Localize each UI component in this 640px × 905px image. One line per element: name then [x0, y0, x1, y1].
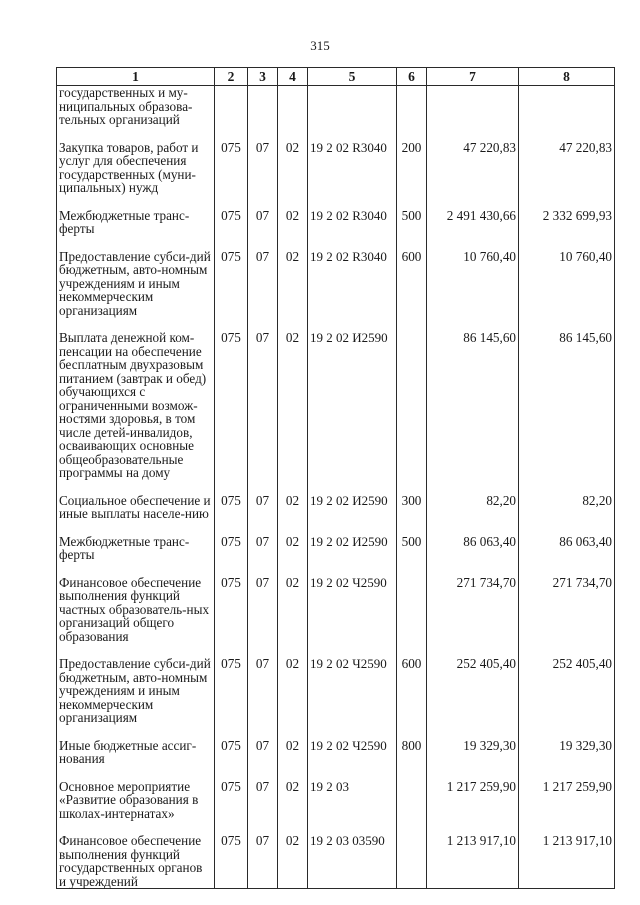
spacer-cell — [248, 127, 278, 141]
subsection-code-cell: 02 — [278, 331, 308, 480]
column-header-2: 2 — [215, 68, 248, 86]
row-name-cell: Основное мероприятие «Развитие образования в школах-интернатах» — [57, 780, 215, 821]
spacer-cell — [397, 562, 427, 576]
spacer-cell — [427, 643, 519, 657]
amount-year2-cell: 1 213 917,10 — [519, 834, 615, 889]
spacer-cell — [308, 317, 397, 331]
admin-code-cell: 075 — [215, 209, 248, 236]
row-name-cell: Предоставление субси-дий бюджетным, авто-номным учреждениям и иным некоммерческим организациям — [57, 657, 215, 725]
spacer-cell — [278, 766, 308, 780]
spacer-cell — [248, 521, 278, 535]
spacer-cell — [397, 521, 427, 535]
spacer-cell — [308, 643, 397, 657]
target-article-cell: 19 2 02 И2590 — [308, 494, 397, 521]
spacer-cell — [397, 725, 427, 739]
spacer-cell — [427, 127, 519, 141]
subsection-code-cell — [278, 86, 308, 127]
subsection-code-cell: 02 — [278, 535, 308, 562]
expense-type-cell — [397, 86, 427, 127]
column-header-1: 1 — [57, 68, 215, 86]
section-code-cell: 07 — [248, 739, 278, 766]
expense-type-cell: 600 — [397, 657, 427, 725]
row-spacer — [57, 562, 615, 576]
target-article-cell: 19 2 02 R3040 — [308, 141, 397, 195]
section-code-cell: 07 — [248, 331, 278, 480]
row-name-cell: Финансовое обеспечение выполнения функций государственных органов и учреждений — [57, 834, 215, 889]
table-row — [57, 331, 615, 480]
column-number-header-row — [57, 68, 615, 86]
spacer-cell — [57, 820, 215, 834]
subsection-code-cell: 02 — [278, 739, 308, 766]
subsection-code-cell: 02 — [278, 576, 308, 644]
amount-year2-cell: 252 405,40 — [519, 657, 615, 725]
spacer-cell — [57, 480, 215, 494]
amount-year2-cell: 47 220,83 — [519, 141, 615, 195]
spacer-cell — [215, 820, 248, 834]
row-name-cell: Предоставление субси-дий бюджетным, авто-номным учреждениям и иным некоммерческим организациям — [57, 250, 215, 318]
row-spacer — [57, 643, 615, 657]
section-code-cell: 07 — [248, 141, 278, 195]
spacer-cell — [397, 317, 427, 331]
spacer-cell — [519, 317, 615, 331]
spacer-cell — [519, 521, 615, 535]
spacer-cell — [308, 480, 397, 494]
spacer-cell — [57, 317, 215, 331]
target-article-cell: 19 2 02 R3040 — [308, 250, 397, 318]
spacer-cell — [57, 562, 215, 576]
expense-type-cell — [397, 834, 427, 889]
row-name-cell: государственных и му-ниципальных образова-тельных организаций — [57, 86, 215, 127]
table-row — [57, 494, 615, 521]
spacer-cell — [248, 480, 278, 494]
amount-year2-cell — [519, 86, 615, 127]
column-header-5: 5 — [308, 68, 397, 86]
table-row — [57, 576, 615, 644]
page-number: 315 — [310, 38, 330, 53]
spacer-cell — [397, 195, 427, 209]
amount-year2-cell: 2 332 699,93 — [519, 209, 615, 236]
table-row — [57, 535, 615, 562]
spacer-cell — [308, 195, 397, 209]
budget-table — [56, 67, 615, 889]
spacer-cell — [248, 725, 278, 739]
spacer-cell — [427, 562, 519, 576]
spacer-cell — [308, 766, 397, 780]
admin-code-cell: 075 — [215, 780, 248, 821]
section-code-cell: 07 — [248, 780, 278, 821]
amount-year1-cell: 86 063,40 — [427, 535, 519, 562]
spacer-cell — [57, 725, 215, 739]
spacer-cell — [397, 480, 427, 494]
admin-code-cell: 075 — [215, 576, 248, 644]
spacer-cell — [248, 317, 278, 331]
amount-year1-cell: 1 217 259,90 — [427, 780, 519, 821]
expense-type-cell: 600 — [397, 250, 427, 318]
amount-year2-cell: 86 063,40 — [519, 535, 615, 562]
amount-year2-cell: 86 145,60 — [519, 331, 615, 480]
amount-year2-cell: 271 734,70 — [519, 576, 615, 644]
spacer-cell — [215, 480, 248, 494]
spacer-cell — [308, 562, 397, 576]
amount-year1-cell: 47 220,83 — [427, 141, 519, 195]
spacer-cell — [519, 236, 615, 250]
section-code-cell: 07 — [248, 209, 278, 236]
spacer-cell — [248, 766, 278, 780]
target-article-cell: 19 2 02 Ч2590 — [308, 657, 397, 725]
amount-year1-cell: 82,20 — [427, 494, 519, 521]
spacer-cell — [278, 195, 308, 209]
expense-type-cell: 800 — [397, 739, 427, 766]
table-row — [57, 209, 615, 236]
admin-code-cell: 075 — [215, 739, 248, 766]
table-row — [57, 834, 615, 889]
amount-year2-cell: 82,20 — [519, 494, 615, 521]
spacer-cell — [397, 766, 427, 780]
amount-year1-cell: 86 145,60 — [427, 331, 519, 480]
target-article-cell: 19 2 02 И2590 — [308, 535, 397, 562]
subsection-code-cell: 02 — [278, 780, 308, 821]
spacer-cell — [308, 236, 397, 250]
column-header-6: 6 — [397, 68, 427, 86]
subsection-code-cell: 02 — [278, 250, 308, 318]
column-header-3: 3 — [248, 68, 278, 86]
spacer-cell — [57, 127, 215, 141]
target-article-cell: 19 2 02 R3040 — [308, 209, 397, 236]
spacer-cell — [427, 521, 519, 535]
target-article-cell: 19 2 02 И2590 — [308, 331, 397, 480]
spacer-cell — [57, 195, 215, 209]
section-code-cell: 07 — [248, 657, 278, 725]
spacer-cell — [397, 236, 427, 250]
spacer-cell — [519, 820, 615, 834]
expense-type-cell — [397, 576, 427, 644]
spacer-cell — [215, 236, 248, 250]
admin-code-cell: 075 — [215, 141, 248, 195]
target-article-cell — [308, 86, 397, 127]
row-spacer — [57, 127, 615, 141]
spacer-cell — [427, 236, 519, 250]
row-spacer — [57, 236, 615, 250]
expense-type-cell: 300 — [397, 494, 427, 521]
row-name-cell: Иные бюджетные ассиг-нования — [57, 739, 215, 766]
spacer-cell — [308, 521, 397, 535]
spacer-cell — [427, 766, 519, 780]
amount-year2-cell: 1 217 259,90 — [519, 780, 615, 821]
subsection-code-cell: 02 — [278, 657, 308, 725]
spacer-cell — [215, 562, 248, 576]
spacer-cell — [308, 820, 397, 834]
row-name-cell: Выплата денежной ком-пенсации на обеспечение бесплатным двухразовым питанием (завтрак и обед) обучающихся с ограниченными возмож-ностями здоровья, в том числе детей-инвалидов, осваивающих основные общеобразовательные программы на дому — [57, 331, 215, 480]
admin-code-cell: 075 — [215, 834, 248, 889]
row-spacer — [57, 195, 615, 209]
spacer-cell — [57, 766, 215, 780]
row-spacer — [57, 725, 615, 739]
spacer-cell — [427, 725, 519, 739]
section-code-cell: 07 — [248, 250, 278, 318]
target-article-cell: 19 2 02 Ч2590 — [308, 576, 397, 644]
spacer-cell — [215, 127, 248, 141]
target-article-cell: 19 2 03 03590 — [308, 834, 397, 889]
amount-year2-cell: 19 329,30 — [519, 739, 615, 766]
subsection-code-cell: 02 — [278, 834, 308, 889]
amount-year1-cell: 19 329,30 — [427, 739, 519, 766]
table-row — [57, 141, 615, 195]
spacer-cell — [519, 643, 615, 657]
spacer-cell — [248, 562, 278, 576]
amount-year1-cell: 2 491 430,66 — [427, 209, 519, 236]
spacer-cell — [278, 643, 308, 657]
subsection-code-cell: 02 — [278, 209, 308, 236]
row-spacer — [57, 480, 615, 494]
section-code-cell: 07 — [248, 834, 278, 889]
target-article-cell: 19 2 03 — [308, 780, 397, 821]
expense-type-cell — [397, 780, 427, 821]
section-code-cell — [248, 86, 278, 127]
spacer-cell — [427, 820, 519, 834]
spacer-cell — [427, 480, 519, 494]
spacer-cell — [215, 766, 248, 780]
admin-code-cell: 075 — [215, 657, 248, 725]
spacer-cell — [248, 643, 278, 657]
expense-type-cell — [397, 331, 427, 480]
spacer-cell — [215, 521, 248, 535]
column-header-8: 8 — [519, 68, 615, 86]
row-spacer — [57, 766, 615, 780]
table-row — [57, 250, 615, 318]
row-name-cell: Финансовое обеспечение выполнения функций частных образователь-ных организаций общего образования — [57, 576, 215, 644]
spacer-cell — [278, 127, 308, 141]
spacer-cell — [248, 820, 278, 834]
column-header-4: 4 — [278, 68, 308, 86]
spacer-cell — [215, 725, 248, 739]
spacer-cell — [215, 317, 248, 331]
table-row — [57, 739, 615, 766]
target-article-cell: 19 2 02 Ч2590 — [308, 739, 397, 766]
row-name-cell: Межбюджетные транс-ферты — [57, 535, 215, 562]
spacer-cell — [278, 562, 308, 576]
spacer-cell — [519, 562, 615, 576]
amount-year1-cell: 271 734,70 — [427, 576, 519, 644]
section-code-cell: 07 — [248, 535, 278, 562]
section-code-cell: 07 — [248, 576, 278, 644]
spacer-cell — [278, 820, 308, 834]
spacer-cell — [427, 195, 519, 209]
amount-year1-cell: 252 405,40 — [427, 657, 519, 725]
row-spacer — [57, 317, 615, 331]
spacer-cell — [278, 480, 308, 494]
spacer-cell — [308, 127, 397, 141]
admin-code-cell: 075 — [215, 250, 248, 318]
spacer-cell — [278, 236, 308, 250]
spacer-cell — [308, 725, 397, 739]
admin-code-cell: 075 — [215, 331, 248, 480]
spacer-cell — [427, 317, 519, 331]
subsection-code-cell: 02 — [278, 494, 308, 521]
amount-year1-cell: 1 213 917,10 — [427, 834, 519, 889]
spacer-cell — [397, 643, 427, 657]
spacer-cell — [519, 195, 615, 209]
spacer-cell — [397, 820, 427, 834]
spacer-cell — [215, 195, 248, 209]
spacer-cell — [248, 195, 278, 209]
amount-year2-cell: 10 760,40 — [519, 250, 615, 318]
row-name-cell: Межбюджетные транс-ферты — [57, 209, 215, 236]
spacer-cell — [278, 317, 308, 331]
table-row — [57, 780, 615, 821]
spacer-cell — [519, 127, 615, 141]
admin-code-cell — [215, 86, 248, 127]
row-name-cell: Закупка товаров, работ и услуг для обеспечения государственных (муни-ципальных) нужд — [57, 141, 215, 195]
row-spacer — [57, 820, 615, 834]
row-spacer — [57, 521, 615, 535]
spacer-cell — [57, 643, 215, 657]
row-name-cell: Социальное обеспечение и иные выплаты населе-нию — [57, 494, 215, 521]
subsection-code-cell: 02 — [278, 141, 308, 195]
table-row — [57, 86, 615, 127]
admin-code-cell: 075 — [215, 535, 248, 562]
table-row — [57, 657, 615, 725]
spacer-cell — [248, 236, 278, 250]
spacer-cell — [57, 521, 215, 535]
expense-type-cell: 500 — [397, 535, 427, 562]
spacer-cell — [215, 643, 248, 657]
spacer-cell — [278, 725, 308, 739]
expense-type-cell: 200 — [397, 141, 427, 195]
spacer-cell — [519, 766, 615, 780]
expense-type-cell: 500 — [397, 209, 427, 236]
spacer-cell — [397, 127, 427, 141]
spacer-cell — [57, 236, 215, 250]
spacer-cell — [519, 480, 615, 494]
spacer-cell — [278, 521, 308, 535]
section-code-cell: 07 — [248, 494, 278, 521]
column-header-7: 7 — [427, 68, 519, 86]
admin-code-cell: 075 — [215, 494, 248, 521]
amount-year1-cell: 10 760,40 — [427, 250, 519, 318]
amount-year1-cell — [427, 86, 519, 127]
spacer-cell — [519, 725, 615, 739]
